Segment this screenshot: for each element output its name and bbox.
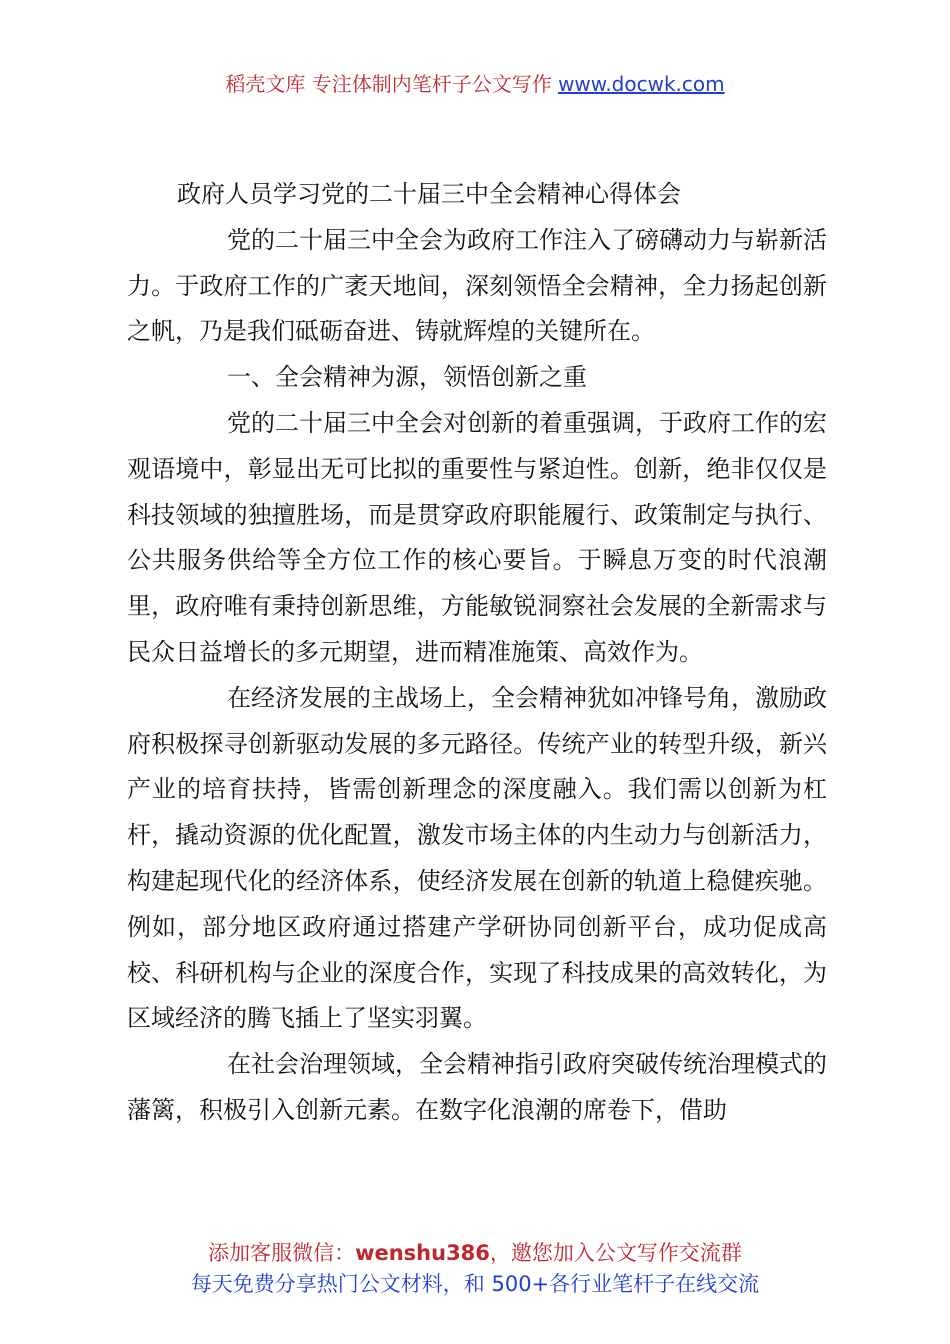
document-title: 政府人员学习党的二十届三中全会精神心得体会 <box>177 180 681 208</box>
page-header <box>0 68 950 100</box>
paragraph-intro: 党的二十届三中全会为政府工作注入了磅礴动力与崭新活力。于政府工作的广袤天地间，深刻领悟全会精神，全力扬起创新之帆，乃是我们砥砺奋进、铸就辉煌的关键所在。 <box>127 225 827 346</box>
footer-line-share: 每天免费分享热门公文材料，和 500+各行业笔杆子在线交流 <box>190 1272 760 1296</box>
footer-line-wechat <box>0 1238 950 1269</box>
footer-wechat-prefix: 添加客服微信： <box>208 1241 356 1265</box>
document-body <box>127 172 827 1134</box>
header-site-text: 稻壳文库 专注体制内笔杆子公文写作 <box>225 72 559 96</box>
paragraph-body: 在经济发展的主战场上，全会精神犹如冲锋号角，激励政府积极探寻创新驱动发展的多元路径。传统产业的转型升级，新兴产业的培育扶持，皆需创新理念的深度融入。我们需以创新为杠杆，撬动资源的优化配置，激发市场主体的内生动力与创新活力，构建起现代化的经济体系，使经济发展在创新的轨道上稳健疾驰。例如，部分地区政府通过搭建产学研协同创新平台，成功促成高校、科研机构与企业的深度合作，实现了科技成果的高效转化，为区域经济的腾飞插上了坚实羽翼。 <box>127 683 827 1033</box>
footer-wechat-id: wenshu386 <box>355 1241 490 1265</box>
section-heading-1: 一、全会精神为源，领悟创新之重 <box>227 363 587 392</box>
footer-wechat-suffix: ，邀您加入公文写作交流群 <box>489 1241 742 1265</box>
header-url-link[interactable]: www.docwk.com <box>558 72 725 96</box>
paragraph-body: 在社会治理领域，全会精神指引政府突破传统治理模式的藩篱，积极引入创新元素。在数字化浪潮的席卷下，借助 <box>127 1050 827 1124</box>
paragraph-body: 党的二十届三中全会对创新的着重强调，于政府工作的宏观语境中，彰显出无可比拟的重要性与紧迫性。创新，绝非仅仅是科技领域的独擅胜场，而是贯穿政府职能履行、政策制定与执行、公共服务供给等全方位工作的核心要旨。于瞬息万变的时代浪潮里，政府唯有秉持创新思维，方能敏锐洞察社会发展的全新需求与民众日益增长的多元期望，进而精准施策、高效作为。 <box>127 408 827 666</box>
page-footer <box>0 1238 950 1300</box>
